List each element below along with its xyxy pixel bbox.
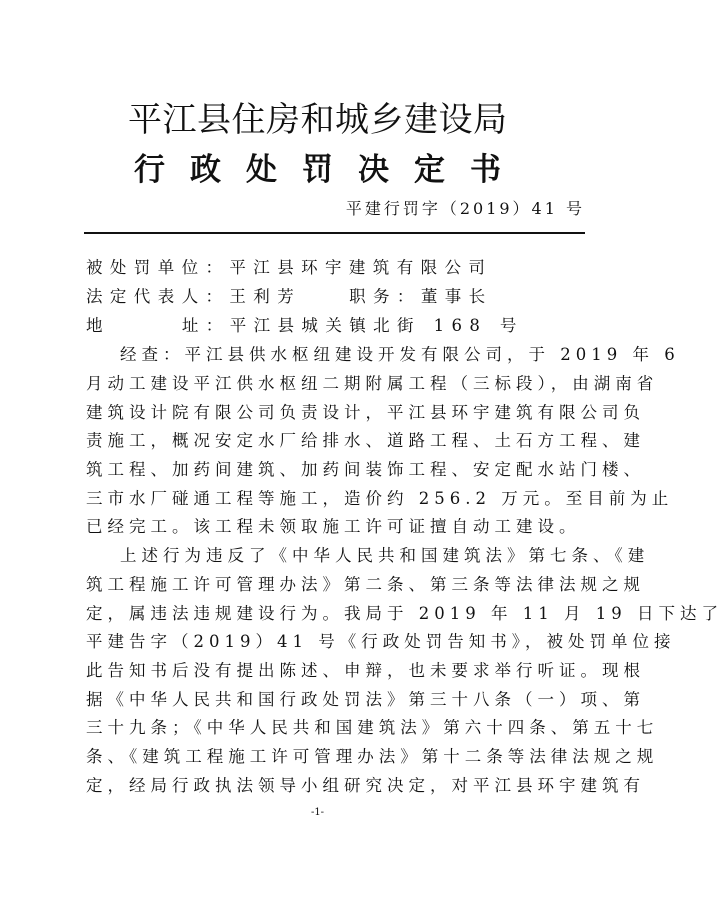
title-character: 房 — [266, 100, 300, 140]
paragraph-line: 筑工程施工许可管理办法》第二条、第三条等法律法规之规 — [86, 575, 645, 594]
document-number: 平建行罚字（2019）41 号 — [345, 199, 585, 218]
title-character: 乡 — [369, 100, 404, 140]
address-value: 平江县城关镇北街 168 号 — [229, 316, 524, 335]
title-character: 决 — [358, 152, 389, 188]
paragraph-line: 定，属违法违规建设行为。我局于 2019 年 11 月 19 日下达了 — [86, 604, 723, 623]
paragraph-line: 据《中华人民共和国行政处罚法》第三十八条（一）项、第 — [86, 690, 645, 709]
paragraph-line: 三十九条；《中华人民共和国建筑法》第六十四条、第五十七 — [86, 718, 659, 737]
title-character: 罚 — [302, 152, 333, 188]
title-character: 住 — [231, 100, 266, 140]
paragraph-line: 责施工，概况安定水厂给排水、道路工程、土石方工程、建 — [86, 431, 645, 450]
party-label: 被处罚单位： — [86, 258, 230, 277]
title-character: 处 — [246, 152, 277, 188]
party-row — [86, 257, 586, 279]
title-character: 政 — [190, 152, 221, 188]
party-value: 平江县环宇建筑有限公司 — [229, 258, 493, 277]
paragraph-line: 定，经局行政执法领导小组研究决定，对平江县环宇建筑有 — [86, 776, 645, 795]
title-character: 设 — [438, 100, 473, 140]
title-character: 定 — [414, 152, 445, 188]
paragraph-line: 经查：平江县供水枢纽建设开发有限公司，于 2019 年 6 — [120, 345, 680, 364]
title-character: 行 — [134, 152, 165, 188]
title-character: 建 — [404, 100, 438, 140]
title-character: 县 — [197, 100, 231, 140]
position-value: 董事长 — [420, 287, 493, 306]
representative-row — [86, 286, 586, 308]
address-label-second: 址： — [181, 316, 230, 335]
paragraph-line: 平建告字（2019）41 号《行政处罚告知书》，被处罚单位接 — [86, 632, 676, 651]
agency-title — [0, 98, 635, 142]
header-divider — [84, 232, 585, 234]
document-type-title — [0, 150, 635, 190]
title-character: 书 — [470, 152, 501, 188]
title-character: 局 — [473, 100, 507, 140]
title-character: 城 — [335, 100, 369, 140]
paragraph-line: 此告知书后没有提出陈述、申辩，也未要求举行听证。现根 — [86, 661, 645, 680]
paragraph-line: 月动工建设平江供水枢纽二期附属工程（三标段），由湖南省 — [86, 374, 659, 393]
address-label-first: 地 — [86, 316, 110, 335]
paragraph-line: 条、《建筑工程施工许可管理办法》第十二条等法律法规之规 — [86, 747, 659, 766]
paragraph-line: 筑工程、加药间建筑、加药间装饰工程、安定配水站门楼、 — [86, 460, 645, 479]
representative-label: 法定代表人： — [86, 287, 230, 306]
title-character: 平 — [128, 100, 162, 140]
paragraph-line: 建筑设计院有限公司负责设计，平江县环宇建筑有限公司负 — [86, 403, 645, 422]
representative-value: 王利芳 — [229, 287, 302, 306]
paragraph-line: 三市水厂碰通工程等施工，造价约 256.2 万元。至目前为止 — [86, 489, 674, 508]
title-character: 和 — [300, 100, 335, 140]
position-label: 职务： — [349, 287, 421, 306]
paragraph-line: 已经完工。该工程未领取施工许可证擅自动工建设。 — [86, 517, 581, 536]
address-row — [86, 315, 586, 337]
title-character: 江 — [162, 100, 197, 140]
page-number: -1- — [310, 807, 325, 818]
paragraph-line: 上述行为违反了《中华人民共和国建筑法》第七条、《建 — [120, 546, 650, 565]
